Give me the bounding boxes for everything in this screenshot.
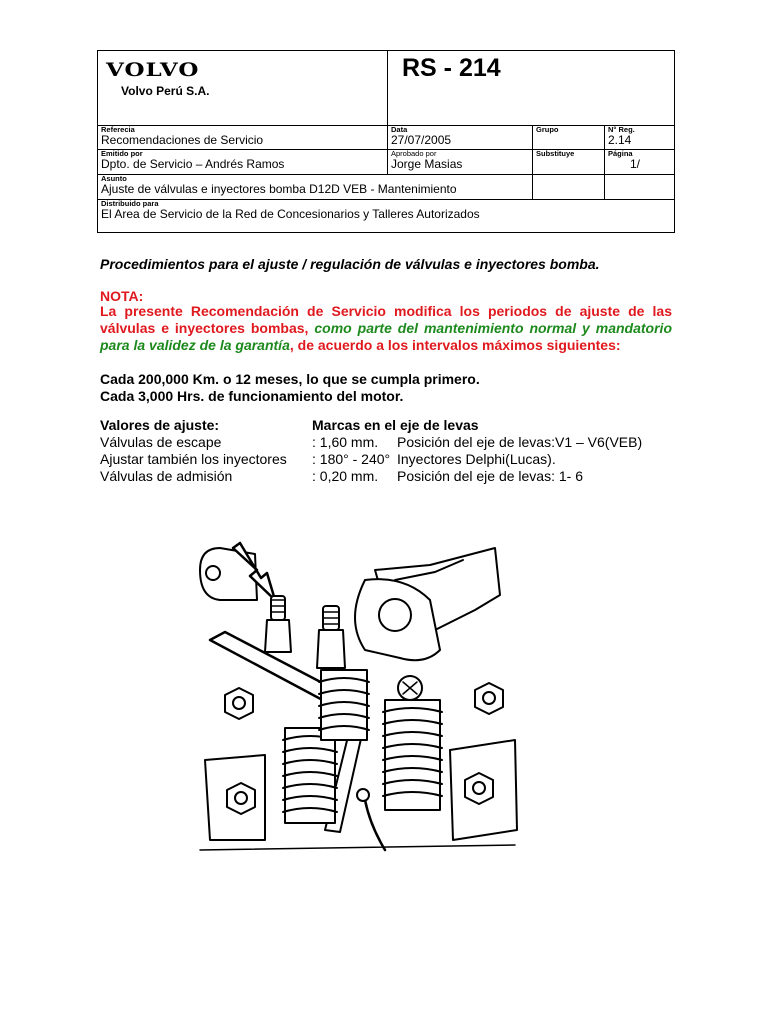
note-title: NOTA:: [100, 288, 144, 304]
adjustment-values-table: [100, 417, 672, 485]
note-part-1: La presente Recomendación de Servicio modifica los periodos de ajuste de las válvulas e inyectores bombas,: [100, 303, 672, 336]
asunto-value: Ajuste de válvulas e inyectores bomba D12D VEB - Mantenimiento: [101, 182, 457, 196]
values-row: [100, 468, 672, 485]
pagina-value: 1/: [630, 157, 641, 171]
camshaft-marks-heading: Marcas en el eje de levas: [312, 417, 479, 433]
values-heading-row: [100, 417, 672, 434]
values-row-value: : 180° - 240°: [312, 451, 391, 467]
data-label: Data: [391, 125, 408, 134]
hex-bolt: [225, 688, 253, 719]
distribuido-value: El Area de Servicio de la Red de Concesionarios y Talleres Autorizados: [101, 207, 480, 221]
volvo-logo: VOLVO: [106, 59, 200, 82]
asunto-empty-cell-1: [533, 175, 605, 200]
values-row-label: Válvulas de escape: [100, 434, 222, 450]
values-row-mark: Inyectores Delphi(Lucas).: [397, 451, 556, 467]
hex-bolt: [227, 783, 255, 814]
company-name: Volvo Perú S.A.: [121, 84, 210, 98]
emitido-cell: [98, 150, 388, 175]
values-row: [100, 434, 672, 451]
grupo-cell: [533, 126, 605, 150]
middle-valve-spring: [319, 670, 369, 740]
asunto-empty-cell-2: [605, 175, 675, 200]
referencia-label: Referecia: [101, 125, 135, 134]
note-part-3: , de acuerdo a los intervalos máximos siguientes:: [289, 337, 621, 353]
distribuido-label: Distribuido para: [101, 199, 159, 208]
emitido-value: Dpto. de Servicio – Andrés Ramos: [101, 157, 285, 171]
nreg-label: N° Reg.: [608, 125, 635, 134]
logo-cell: [98, 51, 388, 126]
grupo-label: Grupo: [536, 125, 559, 134]
substituye-cell: [533, 150, 605, 175]
note-body: [100, 303, 672, 405]
note-part-2: como parte del mantenimiento normal y mandatorio para la validez de la garantía: [100, 320, 672, 353]
values-heading: Valores de ajuste:: [100, 417, 220, 433]
aprobado-cell: [388, 150, 533, 175]
substituye-label: Substituye: [536, 149, 575, 158]
pagina-label: Página: [608, 149, 633, 158]
values-row-mark: Posición del eje de levas: 1- 6: [397, 468, 583, 484]
values-row-value: : 1,60 mm.: [312, 434, 379, 450]
asunto-label: Asunto: [101, 174, 127, 183]
engine-valve-adjustment-illustration: [195, 540, 525, 865]
referencia-cell: [98, 126, 388, 150]
values-row: [100, 451, 672, 468]
procedure-title: Procedimientos para el ajuste / regulación de válvulas e inyectores bomba.: [100, 256, 600, 272]
doc-number: RS - 214: [402, 54, 501, 82]
header-table: [97, 50, 675, 233]
distribuido-cell: [98, 200, 675, 233]
right-valve-spring: [383, 700, 442, 810]
nreg-value: 2.14: [608, 133, 632, 147]
data-value: 27/07/2005: [391, 133, 452, 147]
aprobado-label: Aprobado por: [391, 149, 437, 158]
hex-bolt: [475, 683, 503, 714]
interval-hours: Cada 3,000 Hrs. de funcionamiento del motor.: [100, 388, 404, 404]
asunto-cell: [98, 175, 533, 200]
data-cell: [388, 126, 533, 150]
aprobado-value: Jorge Masias: [391, 157, 463, 171]
values-row-mark: Posición del eje de levas:V1 – V6(VEB): [397, 434, 643, 450]
interval-km: Cada 200,000 Km. o 12 meses, lo que se cumpla primero.: [100, 371, 480, 387]
values-row-label: Ajustar también los inyectores: [100, 451, 287, 467]
values-row-value: : 0,20 mm.: [312, 468, 379, 484]
values-row-label: Válvulas de admisión: [100, 468, 233, 484]
emitido-label: Emitido por: [101, 149, 143, 158]
hex-bolt: [465, 773, 493, 804]
pagina-cell: [605, 150, 675, 175]
nreg-cell: [605, 126, 675, 150]
doc-number-cell: [388, 51, 675, 126]
left-valve-spring: [283, 728, 337, 823]
referencia-value: Recomendaciones de Servicio: [101, 133, 264, 147]
